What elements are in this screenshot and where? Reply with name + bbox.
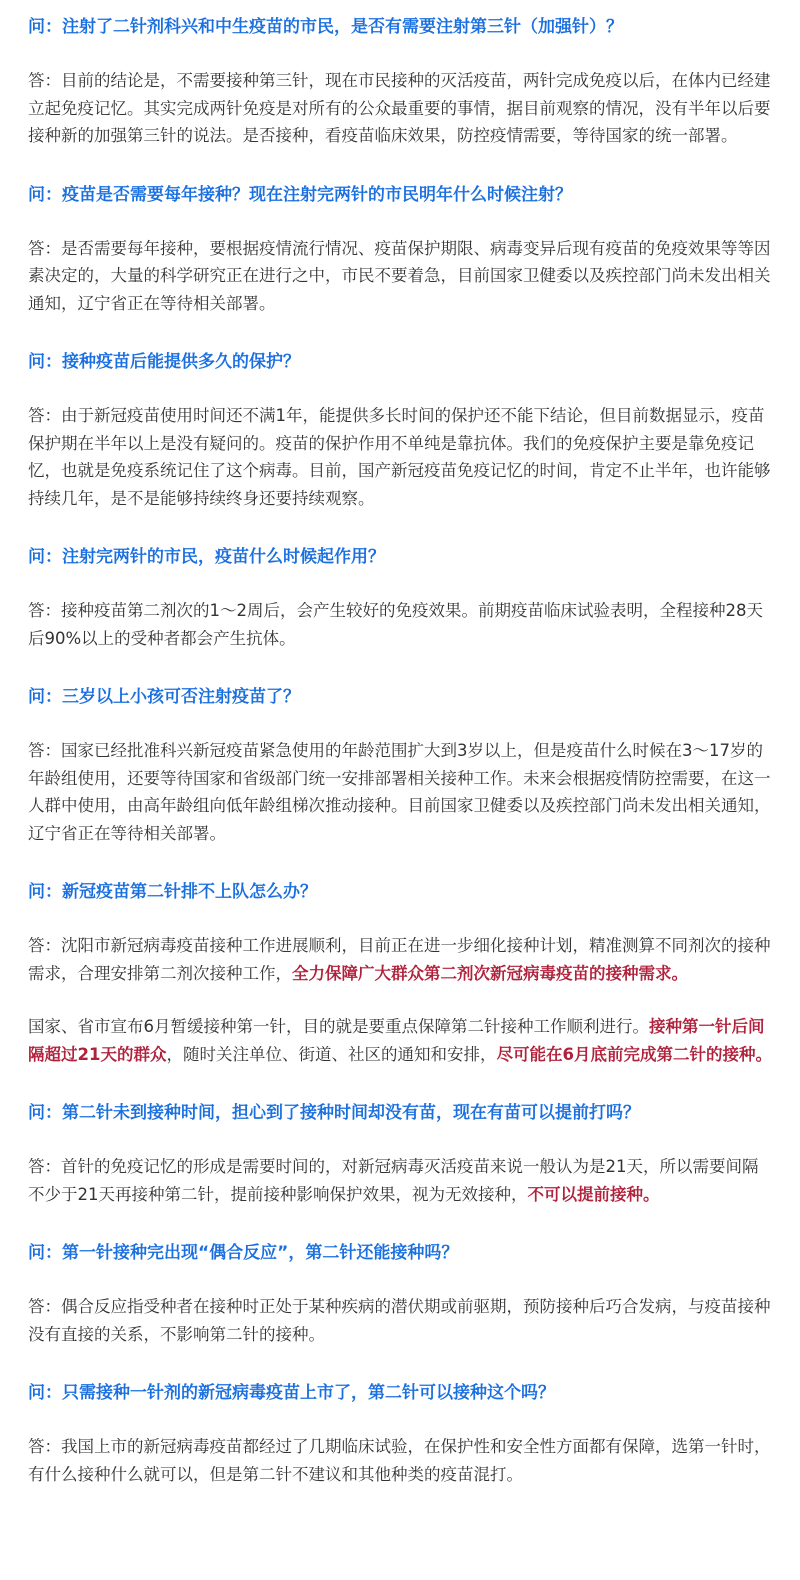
answer-7: [28, 1153, 772, 1208]
answer-6-emphasis-2: 接种第一针后间隔超过21天的群众: [28, 1017, 765, 1064]
answer-6-text-3: ，随时关注单位、街道、社区的通知和安排，: [166, 1044, 497, 1064]
answer-7-text: 答：首针的免疫记忆的形成是需要时间的，对新冠病毒灭活疫苗来说一般认为是21天，所以需要间隔不少于21天再接种第二针，提前接种影响保护效果，视为无效接种，: [28, 1157, 759, 1204]
answer-5: 答：国家已经批准科兴新冠疫苗紧急使用的年龄范围扩大到3岁以上，但是疫苗什么时候在3～17岁的年龄组使用，还要等待国家和省级部门统一安排部署相关接种工作。未来会根据疫情防控需要，在这一人群中使用，由高年龄组向低年龄组梯次推动接种。目前国家卫健委以及疾控部门尚未发出相关通知，辽宁省正在等待相关部署。: [28, 741, 771, 843]
answer-6-text: 答：沈阳市新冠病毒疫苗接种工作进展顺利，目前正在进一步细化接种计划，精准测算不同剂次的接种需求，合理安排第二剂次接种工作，: [28, 936, 771, 983]
question-3: 问：接种疫苗后能提供多久的保护？: [28, 352, 300, 372]
question-9: 问：只需接种一针剂的新冠病毒疫苗上市了，第二针可以接种这个吗？: [28, 1383, 555, 1403]
answer-6-emphasis: 全力保障广大群众第二剂次新冠病毒疫苗的接种需求。: [292, 963, 688, 983]
answer-9: 答：我国上市的新冠病毒疫苗都经过了几期临床试验，在保护性和安全性方面都有保障，选第一针时，有什么接种什么就可以，但是第二针不建议和其他种类的疫苗混打。: [28, 1437, 771, 1484]
question-8: 问：第一针接种完出现“偶合反应”，第二针还能接种吗？: [28, 1243, 459, 1263]
question-6: 问：新冠疫苗第二针排不上队怎么办？: [28, 882, 317, 902]
answer-7-emphasis: 不可以提前接种。: [527, 1184, 660, 1204]
answer-6-paragraph-2: [28, 1013, 772, 1068]
answer-6-text-2: 国家、省市宣布6月暂缓接种第一针，目的就是要重点保障第二针接种工作顺利进行。: [28, 1017, 649, 1036]
question-4: 问：注射完两针的市民，疫苗什么时候起作用？: [28, 547, 385, 567]
answer-3: 答：由于新冠疫苗使用时间还不满1年，能提供多长时间的保护还不能下结论，但目前数据显示，疫苗保护期在半年以上是没有疑问的。疫苗的保护作用不单纯是靠抗体。我们的免疫保护主要是靠免疫记忆，也就是免疫系统记住了这个病毒。目前，国产新冠疫苗免疫记忆的时间，肯定不止半年，也许能够持续几年，是不是能够持续终身还要持续观察。: [28, 406, 771, 508]
answer-8: 答：偶合反应指受种者在接种时正处于某种疾病的潜伏期或前驱期，预防接种后巧合发病，与疫苗接种没有直接的关系，不影响第二针的接种。: [28, 1297, 771, 1344]
answer-6-emphasis-3: 尽可能在6月底前完成第二针的接种。: [496, 1044, 772, 1064]
question-7: 问：第二针未到接种时间，担心到了接种时间却没有苗，现在有苗可以提前打吗？: [28, 1103, 640, 1123]
answer-2: 答：是否需要每年接种，要根据疫情流行情况、疫苗保护期限、病毒变异后现有疫苗的免疫效果等等因素决定的，大量的科学研究正在进行之中，市民不要着急，目前国家卫健委以及疾控部门尚未发出相关通知，辽宁省正在等待相关部署。: [28, 238, 771, 313]
question-5: 问：三岁以上小孩可否注射疫苗了？: [28, 687, 300, 707]
answer-6-paragraph-1: [28, 932, 772, 987]
answer-4: 答：接种疫苗第二剂次的1～2周后，会产生较好的免疫效果。前期疫苗临床试验表明，全程接种28天后90%以上的受种者都会产生抗体。: [28, 601, 763, 648]
question-1: 问：注射了二针剂科兴和中生疫苗的市民，是否有需要注射第三针（加强针）？: [28, 17, 623, 37]
question-2: 问：疫苗是否需要每年接种？现在注射完两针的市民明年什么时候注射？: [28, 184, 572, 205]
answer-1: 答：目前的结论是，不需要接种第三针，现在市民接种的灭活疫苗，两针完成免疫以后，在体内已经建立起免疫记忆。其实完成两针免疫是对所有的公众最重要的事情，据目前观察的情况，没有半年以后要接种新的加强第三针的说法。是否接种，看疫苗临床效果，防控疫情需要，等待国家的统一部署。: [28, 71, 771, 145]
